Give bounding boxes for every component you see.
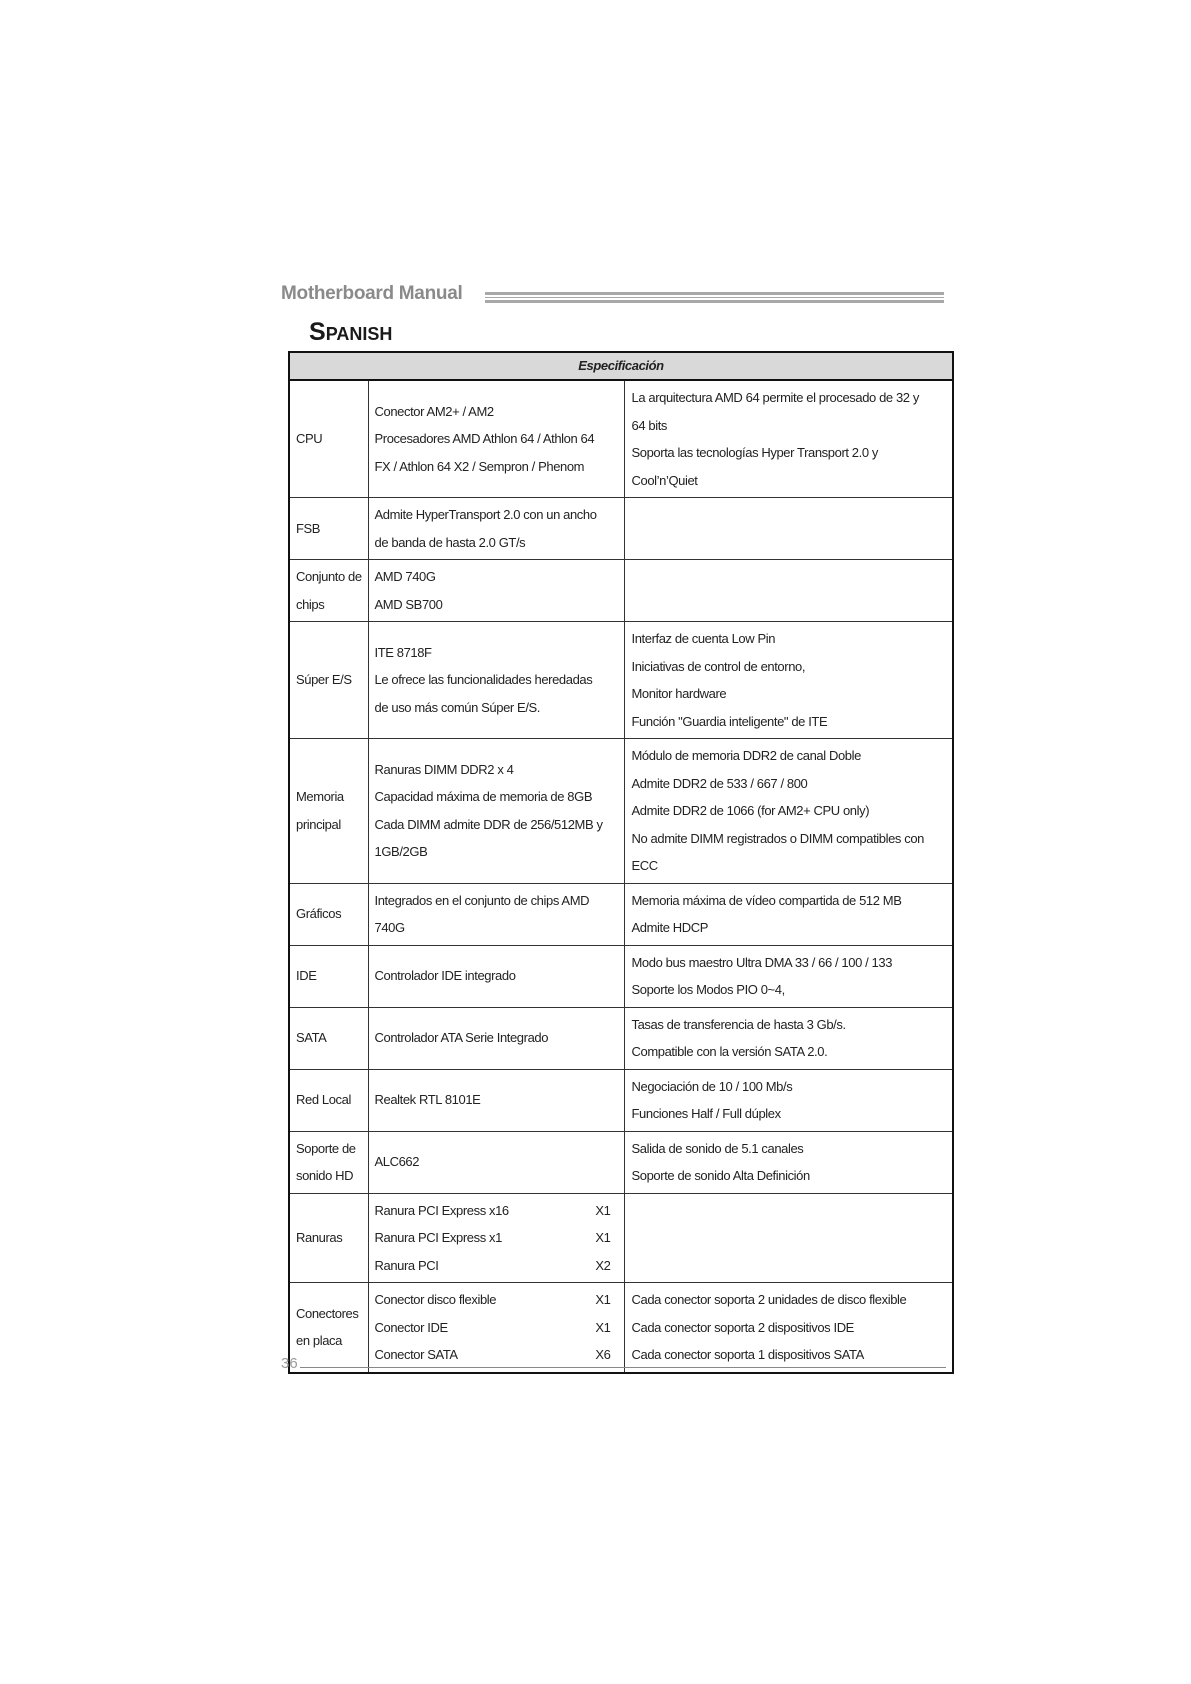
row-specs <box>368 1193 624 1283</box>
spec-line: Cada DIMM admite DDR de 256/512MB y <box>374 816 603 832</box>
row-features <box>624 945 953 1007</box>
feature-line: Admite DDR2 de 533 / 667 / 800 <box>631 775 808 791</box>
spec-line: Ranuras DIMM DDR2 x 4 <box>374 761 514 777</box>
spec-line: Procesadores AMD Athlon 64 / Athlon 64 <box>374 431 595 447</box>
feature-line: Admite HDCP <box>631 920 709 935</box>
row-label: Gráficos <box>289 883 368 945</box>
row-features <box>624 1193 953 1283</box>
page-number: 36 <box>281 1355 298 1372</box>
spec-line: Capacidad máxima de memoria de 8GB <box>374 789 593 805</box>
feature-line: Cool’n’Quiet <box>631 472 698 488</box>
spec-line: Integrados en el conjunto de chips AMD <box>374 892 590 908</box>
row-label: Conectores en placa <box>289 1283 368 1373</box>
spec-item-name: Conector SATA <box>374 1347 458 1362</box>
row-label: Ranuras <box>289 1193 368 1283</box>
row-specs <box>368 380 624 498</box>
feature-line: Memoria máxima de vídeo compartida de 512 MB <box>631 892 902 908</box>
row-specs <box>368 1069 624 1131</box>
feature-line: Soporta las tecnologías Hyper Transport 2.0 y <box>631 445 878 460</box>
table-row <box>289 1193 953 1283</box>
spec-line: ALC662 <box>374 1154 420 1170</box>
feature-line: ECC <box>631 858 658 873</box>
row-label: CPU <box>289 380 368 498</box>
row-features <box>624 1069 953 1131</box>
spec-line: Conector AM2+ / AM2 <box>374 403 494 419</box>
row-specs <box>368 1131 624 1193</box>
spec-line: 1GB/2GB <box>374 844 428 860</box>
table-row <box>289 622 953 739</box>
table-row <box>289 1007 953 1069</box>
table-title: Especificación <box>289 352 953 380</box>
spec-qty-line <box>375 1252 619 1280</box>
spec-qty-line <box>375 1314 619 1342</box>
spec-item-quantity: X1 <box>595 1230 611 1245</box>
spec-item-quantity: X1 <box>595 1319 611 1335</box>
row-label: IDE <box>289 945 368 1007</box>
feature-line: Cada conector soporta 1 dispositivos SATA <box>631 1347 864 1362</box>
feature-line: Módulo de memoria DDR2 de canal Doble <box>631 748 861 763</box>
feature-line: Funciones Half / Full dúplex <box>631 1106 781 1121</box>
table-row <box>289 1069 953 1131</box>
spec-line: 740G <box>374 920 405 935</box>
language-heading-rest: PANISH <box>325 324 393 344</box>
spec-item-name: Ranura PCI Express x16 <box>374 1202 509 1218</box>
row-features <box>624 380 953 498</box>
footer-rule <box>300 1367 946 1368</box>
feature-line: 64 bits <box>631 417 668 433</box>
spec-item-name: Ranura PCI <box>374 1257 439 1273</box>
row-specs <box>368 498 624 560</box>
row-specs <box>368 883 624 945</box>
spec-line: AMD 740G <box>374 569 436 584</box>
feature-line: Función "Guardia inteligente" de ITE <box>631 713 828 729</box>
table-row <box>289 739 953 884</box>
feature-line: Iniciativas de control de entorno, <box>631 658 806 674</box>
spec-line: Controlador IDE integrado <box>374 968 516 984</box>
feature-line: Modo bus maestro Ultra DMA 33 / 66 / 100 / 133 <box>631 954 893 970</box>
spec-line: FX / Athlon 64 X2 / Sempron / Phenom <box>374 458 585 474</box>
table-body <box>289 380 953 1373</box>
table-row <box>289 883 953 945</box>
feature-line: Soporte los Modos PIO 0~4, <box>631 982 785 997</box>
specification-table <box>288 351 954 1374</box>
table-header-row <box>289 352 953 380</box>
row-features <box>624 1007 953 1069</box>
feature-line: Interfaz de cuenta Low Pin <box>631 631 776 646</box>
feature-line: Monitor hardware <box>631 686 727 701</box>
row-specs <box>368 739 624 884</box>
feature-line: No admite DIMM registrados o DIMM compatibles con <box>631 830 925 846</box>
feature-line: Admite DDR2 de 1066 (for AM2+ CPU only) <box>631 803 870 818</box>
spec-line: Le ofrece las funcionalidades heredadas <box>374 672 593 688</box>
spec-line: AMD SB700 <box>374 596 443 612</box>
spec-item-quantity: X1 <box>595 1292 611 1307</box>
spec-qty-line <box>375 1286 619 1314</box>
header-rule <box>485 292 944 303</box>
table-row <box>289 1283 953 1373</box>
table-row <box>289 1131 953 1193</box>
row-features <box>624 622 953 739</box>
spec-item-quantity: X2 <box>595 1257 611 1273</box>
row-features <box>624 560 953 622</box>
language-heading <box>309 318 392 347</box>
spec-item-quantity: X1 <box>595 1202 611 1218</box>
spec-item-name: Conector disco flexible <box>374 1292 497 1307</box>
row-label: Súper E/S <box>289 622 368 739</box>
spec-line: Controlador ATA Serie Integrado <box>374 1030 549 1046</box>
spec-qty-line <box>375 1341 619 1369</box>
table-row <box>289 560 953 622</box>
row-label: Memoria principal <box>289 739 368 884</box>
row-label: FSB <box>289 498 368 560</box>
row-label: SATA <box>289 1007 368 1069</box>
table-row <box>289 380 953 498</box>
row-features <box>624 739 953 884</box>
feature-line: Cada conector soporta 2 dispositivos IDE <box>631 1319 854 1335</box>
row-features <box>624 498 953 560</box>
spec-qty-line <box>375 1197 619 1225</box>
row-specs <box>368 1007 624 1069</box>
spec-item-name: Conector IDE <box>374 1319 448 1335</box>
language-heading-initial: S <box>309 318 326 346</box>
spec-line: de uso más común Súper E/S. <box>374 699 541 715</box>
feature-line: La arquitectura AMD 64 permite el procesado de 32 y <box>631 390 919 405</box>
table-row <box>289 945 953 1007</box>
feature-line: Cada conector soporta 2 unidades de disco flexible <box>631 1292 907 1307</box>
row-label: Soporte de sonido HD <box>289 1131 368 1193</box>
spec-line: ITE 8718F <box>374 644 432 660</box>
row-specs <box>368 1283 624 1373</box>
spec-line: Admite HyperTransport 2.0 con un ancho <box>374 507 597 522</box>
table-row <box>289 498 953 560</box>
row-features <box>624 883 953 945</box>
spec-line: de banda de hasta 2.0 GT/s <box>374 534 526 550</box>
row-specs <box>368 560 624 622</box>
feature-line: Salida de sonido de 5.1 canales <box>631 1140 804 1156</box>
row-label: Conjunto de chips <box>289 560 368 622</box>
row-specs <box>368 622 624 739</box>
spec-item-quantity: X6 <box>595 1347 611 1362</box>
spec-line: Realtek RTL 8101E <box>374 1092 481 1108</box>
spec-qty-line <box>375 1224 619 1252</box>
feature-line: Tasas de transferencia de hasta 3 Gb/s. <box>631 1016 846 1032</box>
spec-item-name: Ranura PCI Express x1 <box>374 1230 502 1245</box>
row-features <box>624 1131 953 1193</box>
feature-line: Compatible con la versión SATA 2.0. <box>631 1044 828 1059</box>
row-label: Red Local <box>289 1069 368 1131</box>
feature-line: Negociación de 10 / 100 Mb/s <box>631 1078 793 1094</box>
row-features <box>624 1283 953 1373</box>
page-header <box>281 282 944 312</box>
row-specs <box>368 945 624 1007</box>
feature-line: Soporte de sonido Alta Definición <box>631 1168 810 1183</box>
manual-title: Motherboard Manual <box>281 283 463 304</box>
